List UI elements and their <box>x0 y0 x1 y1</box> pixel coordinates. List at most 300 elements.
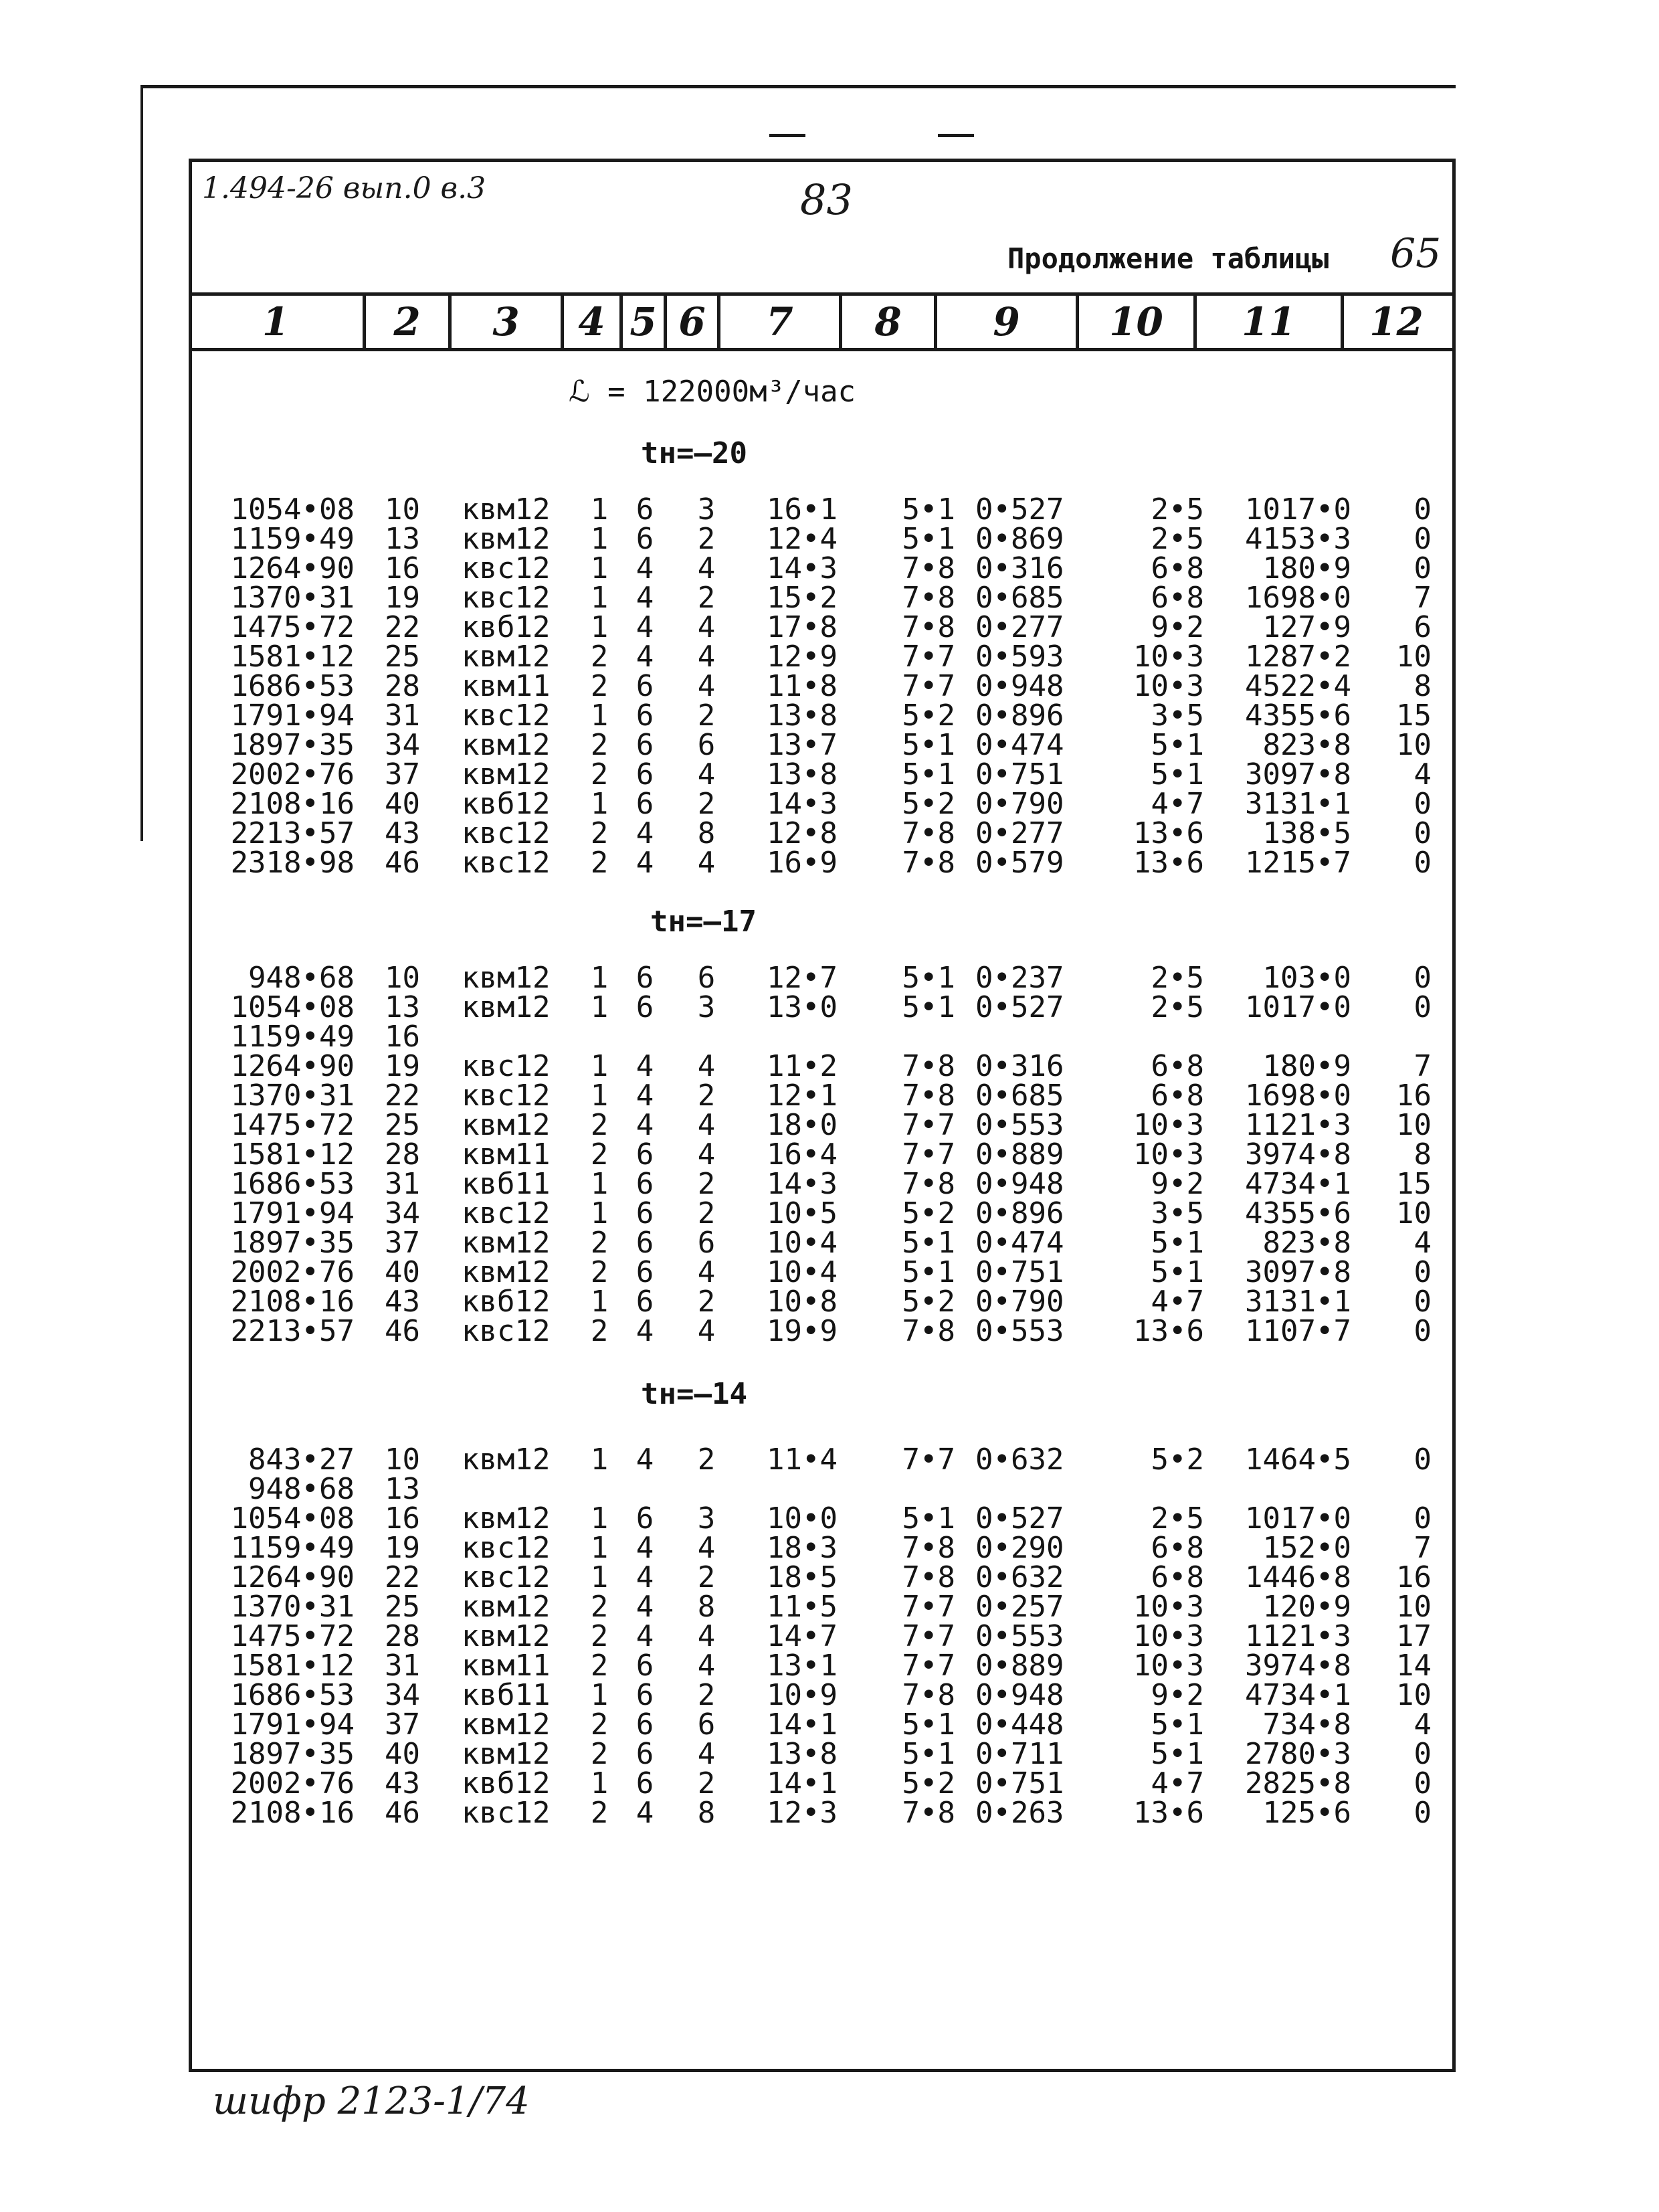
cell-num-col: 19 <box>385 581 420 615</box>
cell-num-col: 22 <box>385 610 420 644</box>
cell-col-4: 2 <box>590 1590 609 1624</box>
cell-col-5: 6 <box>636 1285 654 1319</box>
cell-col-12: 10 <box>1396 640 1432 674</box>
cell-col-8: 7•7 <box>902 1619 955 1653</box>
cell-value-q: 2002•76 <box>230 1766 355 1801</box>
cell-num-col: 28 <box>385 1137 420 1172</box>
page-number: 83 <box>800 175 853 224</box>
cell-col-10: 10•3 <box>1133 1108 1204 1142</box>
cell-col-9: 0•889 <box>975 1137 1064 1172</box>
table-row <box>0 1592 1659 1622</box>
cell-col-12: 7 <box>1413 1049 1432 1083</box>
cell-col-12: 0 <box>1413 551 1432 585</box>
cell-col-6: 2 <box>697 581 716 615</box>
cell-col-11: 4153•3 <box>1245 522 1351 556</box>
cell-col-9: 0•316 <box>975 1049 1064 1083</box>
cell-col-6: 2 <box>697 1560 716 1594</box>
cell-col-11: 2780•3 <box>1245 1737 1351 1771</box>
cell-col-12: 14 <box>1396 1649 1432 1683</box>
cell-col-9: 0•553 <box>975 1314 1064 1348</box>
cell-col-7: 13•8 <box>767 1737 838 1771</box>
table-row <box>0 1472 1659 1506</box>
cell-col-9: 0•948 <box>975 1678 1064 1712</box>
cell-col-11: 1017•0 <box>1245 990 1351 1024</box>
cell-col-11: 3097•8 <box>1245 1255 1351 1289</box>
table-row <box>0 1314 1659 1348</box>
cell-col-7: 16•9 <box>767 846 838 880</box>
cell-col-5: 6 <box>636 1708 654 1742</box>
column-header-2: 2 <box>363 296 448 348</box>
table-row <box>0 669 1659 703</box>
cell-col-8: 7•7 <box>902 640 955 674</box>
cell-col-5: 4 <box>636 1314 654 1348</box>
cell-col-5: 6 <box>636 1137 654 1172</box>
cell-col-11: 1017•0 <box>1245 1501 1351 1536</box>
cell-col-8: 5•1 <box>902 522 955 556</box>
cell-col-8: 5•1 <box>902 1226 955 1260</box>
cell-col-12: 10 <box>1396 1196 1432 1230</box>
cell-col-5: 6 <box>636 990 654 1024</box>
cell-col-4: 1 <box>590 1167 609 1201</box>
cell-col-11: 180•9 <box>1262 1049 1351 1083</box>
cell-col-12: 16 <box>1396 1560 1432 1594</box>
cell-value-q: 948•68 <box>248 1472 355 1506</box>
cell-num-col: 25 <box>385 1590 420 1624</box>
cell-num-col: 40 <box>385 787 420 821</box>
cell-col-6: 2 <box>697 1766 716 1801</box>
cell-col-10: 4•7 <box>1151 1766 1204 1801</box>
cell-col-9: 0•290 <box>975 1531 1064 1565</box>
cell-col-10: 2•5 <box>1151 961 1204 995</box>
cell-value-q: 1370•31 <box>230 1079 355 1113</box>
cell-col-12: 0 <box>1413 961 1432 995</box>
cell-col-7: 10•5 <box>767 1196 838 1230</box>
cell-col-5: 4 <box>636 1108 654 1142</box>
cell-col-4: 2 <box>590 1137 609 1172</box>
cell-col-6: 2 <box>697 699 716 733</box>
cell-col-5: 4 <box>636 846 654 880</box>
cell-col-9: 0•948 <box>975 669 1064 703</box>
cell-col-4: 2 <box>590 1255 609 1289</box>
cell-value-q: 1054•08 <box>230 492 355 527</box>
cell-col-4: 1 <box>590 1443 609 1477</box>
cell-type-col: квм12 <box>462 1708 551 1742</box>
column-header-9: 9 <box>934 296 1076 348</box>
cell-type-col: квм12 <box>462 1590 551 1624</box>
cell-value-q: 1159•49 <box>230 522 355 556</box>
cell-col-12: 0 <box>1413 1766 1432 1801</box>
cell-col-4: 2 <box>590 640 609 674</box>
table-row <box>0 1081 1659 1111</box>
cell-value-q: 1370•31 <box>230 581 355 615</box>
cell-col-12: 8 <box>1413 1137 1432 1172</box>
cell-col-9: 0•277 <box>975 816 1064 850</box>
column-header-6: 6 <box>664 296 717 348</box>
cell-num-col: 46 <box>385 846 420 880</box>
frame-mark-1 <box>769 134 805 137</box>
cell-col-9: 0•896 <box>975 699 1064 733</box>
cell-col-6: 4 <box>697 640 716 674</box>
cell-value-q: 1791•94 <box>230 1708 355 1742</box>
cell-col-5: 6 <box>636 1226 654 1260</box>
cell-col-7: 13•1 <box>767 1649 838 1683</box>
cell-col-4: 1 <box>590 1285 609 1319</box>
cell-col-8: 5•1 <box>902 961 955 995</box>
table-row <box>0 492 1659 527</box>
table-row <box>0 1560 1659 1594</box>
column-header-7: 7 <box>717 296 839 348</box>
cell-col-12: 0 <box>1413 1737 1432 1771</box>
table-row <box>0 1255 1659 1289</box>
cell-value-q: 1686•53 <box>230 1167 355 1201</box>
cell-col-6: 2 <box>697 787 716 821</box>
cell-col-12: 0 <box>1413 522 1432 556</box>
cell-value-q: 843•27 <box>248 1443 355 1477</box>
cell-col-9: 0•948 <box>975 1167 1064 1201</box>
cell-col-6: 2 <box>697 1196 716 1230</box>
cell-col-12: 15 <box>1396 699 1432 733</box>
cell-type-col: квс12 <box>462 1079 551 1113</box>
cell-col-5: 6 <box>636 1766 654 1801</box>
cell-col-8: 5•1 <box>902 728 955 762</box>
cell-col-8: 5•2 <box>902 1766 955 1801</box>
cell-col-6: 2 <box>697 1285 716 1319</box>
cell-col-12: 0 <box>1413 787 1432 821</box>
cell-col-5: 6 <box>636 728 654 762</box>
cell-num-col: 31 <box>385 699 420 733</box>
cell-num-col: 10 <box>385 1443 420 1477</box>
cell-col-4: 1 <box>590 610 609 644</box>
cell-value-q: 1159•49 <box>230 1020 355 1054</box>
cell-col-7: 18•5 <box>767 1560 838 1594</box>
cell-col-7: 16•4 <box>767 1137 838 1172</box>
cell-col-7: 13•8 <box>767 699 838 733</box>
cell-num-col: 25 <box>385 640 420 674</box>
cell-col-11: 823•8 <box>1262 1226 1351 1260</box>
cell-col-8: 7•7 <box>902 669 955 703</box>
cell-col-12: 0 <box>1413 990 1432 1024</box>
cell-col-10: 10•3 <box>1133 1137 1204 1172</box>
cell-type-col: квм11 <box>462 1649 551 1683</box>
cell-col-5: 4 <box>636 640 654 674</box>
cell-col-12: 15 <box>1396 1167 1432 1201</box>
cell-col-7: 12•3 <box>767 1796 838 1830</box>
cell-col-9: 0•316 <box>975 551 1064 585</box>
cell-col-10: 2•5 <box>1151 990 1204 1024</box>
table-row <box>0 1501 1659 1536</box>
cell-col-11: 125•6 <box>1262 1796 1351 1830</box>
table-row <box>0 757 1659 792</box>
cell-num-col: 16 <box>385 1020 420 1054</box>
cell-num-col: 25 <box>385 1108 420 1142</box>
cell-col-6: 8 <box>697 816 716 850</box>
cell-num-col: 22 <box>385 1560 420 1594</box>
cell-col-8: 7•8 <box>902 1560 955 1594</box>
cell-col-10: 2•5 <box>1151 1501 1204 1536</box>
cell-col-12: 0 <box>1413 1314 1432 1348</box>
cell-col-9: 0•527 <box>975 492 1064 527</box>
cell-col-5: 6 <box>636 1737 654 1771</box>
cell-col-6: 6 <box>697 1708 716 1742</box>
cell-col-10: 10•3 <box>1133 1590 1204 1624</box>
cell-col-10: 13•6 <box>1133 846 1204 880</box>
cell-col-11: 2825•8 <box>1245 1766 1351 1801</box>
cell-col-9: 0•632 <box>975 1443 1064 1477</box>
cell-col-8: 5•1 <box>902 492 955 527</box>
cell-col-12: 8 <box>1413 669 1432 703</box>
cell-type-col: квс12 <box>462 1531 551 1565</box>
cell-col-11: 1121•3 <box>1245 1108 1351 1142</box>
cell-col-4: 1 <box>590 551 609 585</box>
cell-col-6: 8 <box>697 1590 716 1624</box>
cell-col-7: 13•8 <box>767 757 838 792</box>
table-row <box>0 990 1659 1024</box>
cell-col-8: 5•2 <box>902 1285 955 1319</box>
cell-col-8: 7•8 <box>902 1167 955 1201</box>
cell-col-8: 7•8 <box>902 1796 955 1830</box>
cell-col-6: 4 <box>697 1737 716 1771</box>
cell-col-7: 10•4 <box>767 1226 838 1260</box>
cell-col-12: 0 <box>1413 1443 1432 1477</box>
cell-col-5: 6 <box>636 757 654 792</box>
table-row <box>0 1796 1659 1830</box>
cell-col-11: 1446•8 <box>1245 1560 1351 1594</box>
cell-col-10: 6•8 <box>1151 1560 1204 1594</box>
cell-value-q: 948•68 <box>248 961 355 995</box>
cell-col-4: 1 <box>590 990 609 1024</box>
table-row <box>0 1287 1659 1317</box>
cell-col-9: 0•889 <box>975 1649 1064 1683</box>
cell-col-6: 6 <box>697 961 716 995</box>
cell-col-4: 2 <box>590 1796 609 1830</box>
cell-col-11: 1215•7 <box>1245 846 1351 880</box>
cell-type-col: квм12 <box>462 990 551 1024</box>
cell-col-5: 6 <box>636 1167 654 1201</box>
table-row <box>0 1108 1659 1142</box>
cell-value-q: 1686•53 <box>230 1678 355 1712</box>
cell-col-5: 4 <box>636 1619 654 1653</box>
table-row <box>0 728 1659 762</box>
cell-num-col: 34 <box>385 728 420 762</box>
cell-num-col: 43 <box>385 1285 420 1319</box>
table-row <box>0 642 1659 672</box>
cell-value-q: 2108•16 <box>230 1796 355 1830</box>
cell-type-col: квб11 <box>462 1678 551 1712</box>
cell-col-4: 1 <box>590 1531 609 1565</box>
continuation-label: Продолжение таблицы <box>1007 242 1329 275</box>
cell-col-9: 0•632 <box>975 1560 1064 1594</box>
cell-col-12: 0 <box>1413 816 1432 850</box>
cell-col-8: 5•1 <box>902 1255 955 1289</box>
cell-col-4: 1 <box>590 492 609 527</box>
cell-type-col: квс12 <box>462 1560 551 1594</box>
cell-col-8: 5•2 <box>902 699 955 733</box>
cell-col-7: 12•1 <box>767 1079 838 1113</box>
cell-col-7: 14•3 <box>767 1167 838 1201</box>
cell-type-col: квм12 <box>462 961 551 995</box>
cell-num-col: 13 <box>385 990 420 1024</box>
cell-type-col: квм12 <box>462 1501 551 1536</box>
cell-col-10: 5•1 <box>1151 1708 1204 1742</box>
cell-col-5: 6 <box>636 1196 654 1230</box>
cell-col-8: 7•8 <box>902 581 955 615</box>
cell-col-7: 14•3 <box>767 551 838 585</box>
cell-col-9: 0•579 <box>975 846 1064 880</box>
cell-num-col: 34 <box>385 1196 420 1230</box>
cell-col-7: 13•0 <box>767 990 838 1024</box>
cell-col-7: 12•9 <box>767 640 838 674</box>
cell-col-12: 0 <box>1413 492 1432 527</box>
cell-col-7: 10•4 <box>767 1255 838 1289</box>
cell-col-9: 0•685 <box>975 581 1064 615</box>
cell-col-4: 2 <box>590 1619 609 1653</box>
cell-col-10: 6•8 <box>1151 1079 1204 1113</box>
cell-col-4: 2 <box>590 1737 609 1771</box>
cell-num-col: 10 <box>385 492 420 527</box>
cell-col-5: 4 <box>636 581 654 615</box>
cell-col-11: 823•8 <box>1262 728 1351 762</box>
cell-col-11: 3131•1 <box>1245 1285 1351 1319</box>
cell-num-col: 13 <box>385 522 420 556</box>
cell-col-4: 1 <box>590 787 609 821</box>
cell-col-4: 1 <box>590 1079 609 1113</box>
cell-col-6: 4 <box>697 1137 716 1172</box>
cell-col-10: 5•1 <box>1151 1255 1204 1289</box>
cell-col-11: 4522•4 <box>1245 669 1351 703</box>
cell-col-12: 10 <box>1396 1590 1432 1624</box>
cell-value-q: 1897•35 <box>230 1737 355 1771</box>
cell-col-12: 0 <box>1413 1285 1432 1319</box>
cell-col-8: 7•7 <box>902 1649 955 1683</box>
cell-num-col: 43 <box>385 816 420 850</box>
cell-col-8: 7•7 <box>902 1443 955 1477</box>
cell-col-6: 4 <box>697 1314 716 1348</box>
cell-col-4: 2 <box>590 846 609 880</box>
cell-col-10: 6•8 <box>1151 551 1204 585</box>
cell-col-5: 4 <box>636 1049 654 1083</box>
cell-col-5: 6 <box>636 522 654 556</box>
cell-type-col: квб12 <box>462 1285 551 1319</box>
cell-col-5: 6 <box>636 1649 654 1683</box>
cell-num-col: 31 <box>385 1649 420 1683</box>
table-row <box>0 1531 1659 1565</box>
cell-value-q: 2318•98 <box>230 846 355 880</box>
cell-col-10: 13•6 <box>1133 1314 1204 1348</box>
cell-col-10: 2•5 <box>1151 522 1204 556</box>
cell-col-9: 0•751 <box>975 1255 1064 1289</box>
cell-col-11: 127•9 <box>1262 610 1351 644</box>
cell-col-8: 7•8 <box>902 1314 955 1348</box>
cell-value-q: 1686•53 <box>230 669 355 703</box>
cell-col-10: 10•3 <box>1133 1649 1204 1683</box>
cell-col-12: 0 <box>1413 1255 1432 1289</box>
cell-col-10: 9•2 <box>1151 610 1204 644</box>
column-header-1: 1 <box>262 299 290 345</box>
cell-col-8: 7•8 <box>902 1079 955 1113</box>
cell-col-12: 17 <box>1396 1619 1432 1653</box>
cell-value-q: 1264•90 <box>230 1049 355 1083</box>
airflow-parameter: ℒ = 122000м³/час <box>569 375 856 409</box>
cell-col-4: 2 <box>590 1314 609 1348</box>
cell-col-12: 4 <box>1413 757 1432 792</box>
cell-col-9: 0•711 <box>975 1737 1064 1771</box>
cell-value-q: 2002•76 <box>230 757 355 792</box>
cell-col-10: 10•3 <box>1133 1619 1204 1653</box>
cell-num-col: 40 <box>385 1255 420 1289</box>
cell-col-9: 0•685 <box>975 1079 1064 1113</box>
cell-col-11: 3974•8 <box>1245 1649 1351 1683</box>
table-row <box>0 1766 1659 1801</box>
cell-col-9: 0•896 <box>975 1196 1064 1230</box>
cell-col-6: 2 <box>697 1079 716 1113</box>
cell-value-q: 2108•16 <box>230 787 355 821</box>
cell-col-11: 1698•0 <box>1245 1079 1351 1113</box>
cell-type-col: квм11 <box>462 669 551 703</box>
cell-col-11: 1464•5 <box>1245 1443 1351 1477</box>
cell-col-10: 3•5 <box>1151 1196 1204 1230</box>
cell-col-6: 4 <box>697 551 716 585</box>
cell-col-12: 4 <box>1413 1708 1432 1742</box>
column-header-12: 12 <box>1341 296 1449 348</box>
cell-num-col: 34 <box>385 1678 420 1712</box>
cell-type-col: квс12 <box>462 551 551 585</box>
cell-type-col: квм12 <box>462 1737 551 1771</box>
cell-col-4: 2 <box>590 1708 609 1742</box>
cell-col-4: 1 <box>590 1501 609 1536</box>
table-row <box>0 1196 1659 1230</box>
cell-num-col: 28 <box>385 669 420 703</box>
frame-top-line <box>140 85 1456 88</box>
table-row <box>0 522 1659 556</box>
cell-num-col: 46 <box>385 1314 420 1348</box>
cell-col-9: 0•790 <box>975 787 1064 821</box>
cell-col-4: 2 <box>590 757 609 792</box>
cell-col-6: 4 <box>697 1255 716 1289</box>
cell-col-10: 10•3 <box>1133 669 1204 703</box>
cell-num-col: 19 <box>385 1531 420 1565</box>
cell-value-q: 1581•12 <box>230 1137 355 1172</box>
cell-col-8: 5•1 <box>902 757 955 792</box>
cell-col-12: 10 <box>1396 1108 1432 1142</box>
cell-type-col: квс12 <box>462 581 551 615</box>
cell-col-5: 4 <box>636 551 654 585</box>
cell-col-4: 2 <box>590 1226 609 1260</box>
cell-col-12: 4 <box>1413 1226 1432 1260</box>
column-header-8: 8 <box>839 296 934 348</box>
cell-col-8: 5•1 <box>902 1737 955 1771</box>
cell-col-7: 11•8 <box>767 669 838 703</box>
cell-num-col: 16 <box>385 551 420 585</box>
cell-col-12: 16 <box>1396 1079 1432 1113</box>
cell-col-11: 3974•8 <box>1245 1137 1351 1172</box>
cell-col-10: 3•5 <box>1151 699 1204 733</box>
cell-col-6: 2 <box>697 1443 716 1477</box>
cell-col-10: 5•1 <box>1151 1226 1204 1260</box>
table-row <box>0 1651 1659 1681</box>
cell-col-8: 7•8 <box>902 1678 955 1712</box>
cell-type-col: квм12 <box>462 522 551 556</box>
cell-col-4: 2 <box>590 816 609 850</box>
cell-col-11: 120•9 <box>1262 1590 1351 1624</box>
cell-type-col: квб12 <box>462 610 551 644</box>
cell-value-q: 2108•16 <box>230 1285 355 1319</box>
cell-col-8: 5•1 <box>902 1501 955 1536</box>
cell-value-q: 1054•08 <box>230 1501 355 1536</box>
cell-col-7: 10•8 <box>767 1285 838 1319</box>
column-header-5: 5 <box>619 296 664 348</box>
column-header-3: 3 <box>448 296 561 348</box>
cell-col-8: 5•2 <box>902 787 955 821</box>
